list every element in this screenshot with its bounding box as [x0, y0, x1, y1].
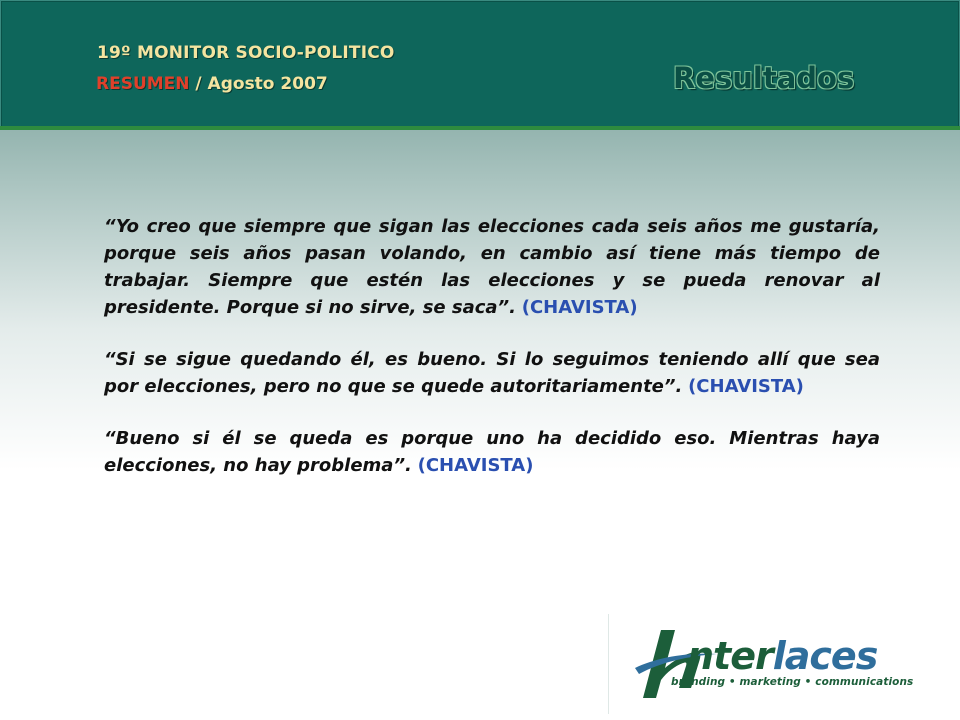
subtitle-date: / Agosto 2007 — [189, 74, 328, 94]
logo-tagline: branding • marketing • communications — [671, 676, 914, 688]
quote-3 — [104, 425, 880, 479]
logo-wordmark — [687, 634, 877, 678]
quote-attribution: (CHAVISTA) — [688, 376, 804, 397]
logo-word-part1: nter — [687, 634, 773, 678]
quotes-block — [104, 213, 880, 504]
header-subtitle — [96, 74, 328, 94]
header-banner — [0, 0, 960, 128]
interlaces-logo — [608, 614, 921, 714]
quote-1 — [104, 213, 880, 321]
quote-text: “Yo creo que siempre que sigan las elecciones cada seis años me gustaría, porque seis años pasan volando, en cambio así tiene más tiempo de trabajar. Siempre que estén las elecciones y se pueda renovar al presidente. Porque si no sirve, se saca”. — [104, 216, 880, 318]
header-divider — [0, 126, 960, 130]
subtitle-summary: RESUMEN — [96, 74, 190, 94]
quote-attribution: (CHAVISTA) — [417, 455, 534, 476]
quote-text: “Si se sigue quedando él, es bueno. Si lo seguimos teniendo allí que sea por elecciones, pero no que se quede autoritariamente”. — [104, 349, 880, 397]
quote-2 — [104, 346, 880, 400]
logo-word-part2: laces — [772, 634, 878, 678]
header-title: 19º MONITOR SOCIO-POLITICO — [97, 43, 395, 63]
quote-text: “Bueno si él se queda es porque uno ha decidido eso. Mientras haya elecciones, no hay problema”. — [104, 428, 880, 476]
section-title: Resultados — [673, 61, 855, 95]
quote-attribution: (CHAVISTA) — [521, 297, 638, 318]
